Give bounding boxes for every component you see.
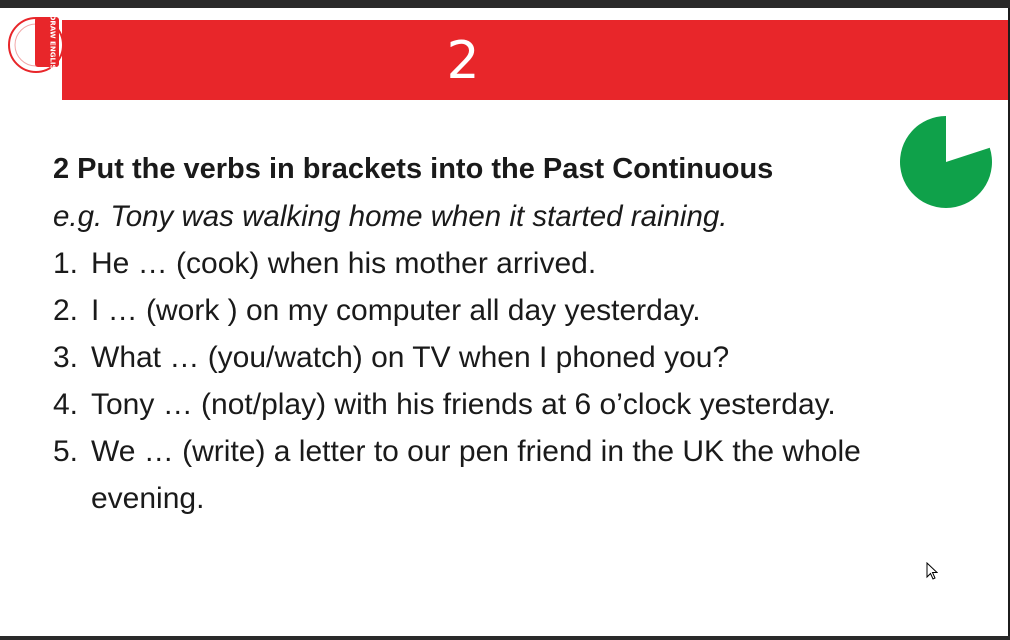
slide-header-bar	[62, 20, 1008, 100]
exercise-text: He … (cook) when his mother arrived.	[91, 247, 597, 280]
exercise-item	[53, 334, 993, 381]
exercise-title: 2 Put the verbs in brackets into the Past Continuous	[53, 153, 774, 185]
window-bottom-border	[0, 636, 1010, 640]
mouse-pointer-icon	[926, 562, 938, 580]
exercise-number: 3.	[53, 341, 79, 374]
exercise-text: Tony … (not/play) with his friends at 6 o’clock yesterday.	[91, 388, 836, 421]
exercise-number: 2.	[53, 294, 79, 327]
exercise-text: We … (write) a letter to our pen friend in the UK the whole evening.	[91, 435, 861, 515]
brand-logo-text: DRAW ENGLISH	[48, 14, 56, 76]
exercise-text: What … (you/watch) on TV when I phoned you?	[91, 341, 730, 374]
slide-number: 2	[446, 31, 480, 91]
exercise-item	[53, 240, 993, 287]
brand-logo	[7, 16, 65, 74]
window-top-border	[0, 0, 1010, 8]
exercise-item	[53, 287, 993, 334]
exercise-item	[53, 381, 993, 428]
exercise-number: 1.	[53, 247, 79, 280]
exercise-number: 5.	[53, 435, 79, 468]
example-sentence: e.g. Tony was walking home when it started raining.	[53, 200, 728, 233]
presentation-slide	[0, 8, 1008, 636]
exercise-number: 4.	[53, 388, 79, 421]
exercise-content	[53, 146, 993, 522]
exercise-item	[53, 428, 993, 522]
exercise-text: I … (work ) on my computer all day yesterday.	[91, 294, 701, 327]
